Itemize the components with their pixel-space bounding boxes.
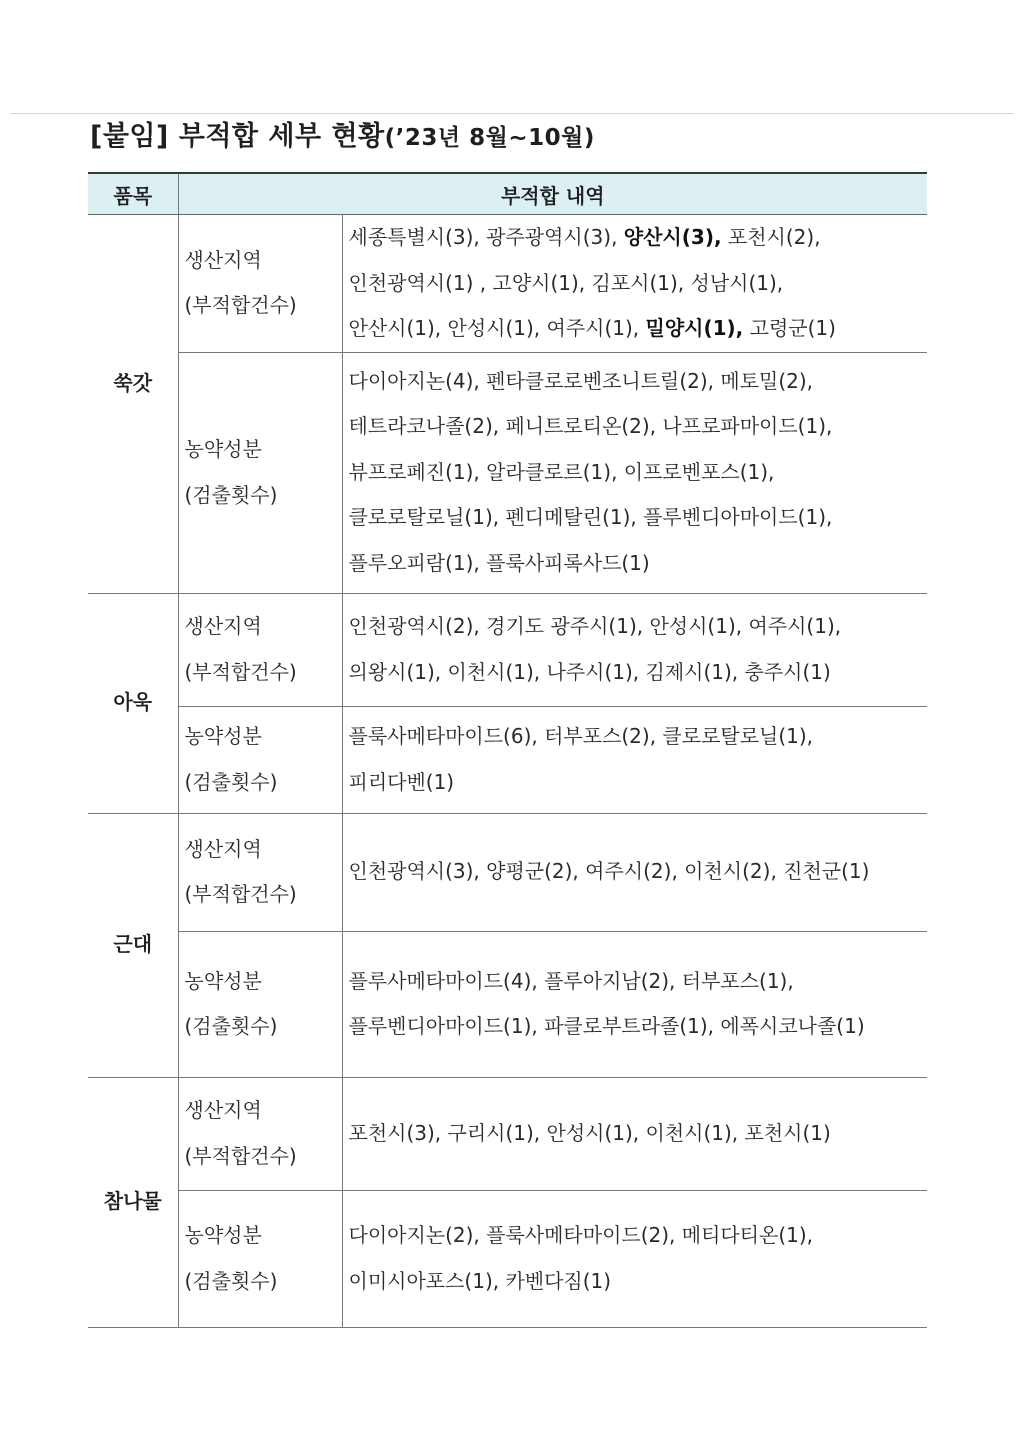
detail-line: 세종특별시(3), 광주광역시(3), 양산시(3), 포천시(2),: [348, 225, 821, 249]
detail-line: 클로로탈로닐(1), 펜디메탈린(1), 플루벤디아마이드(1),: [348, 505, 833, 530]
label-line: 농약성분: [184, 724, 262, 748]
table-row: [88, 813, 927, 931]
pesticide-detail: [342, 931, 927, 1077]
title-main: [붙임] 부적합 세부 현황: [90, 121, 385, 152]
region-label: [178, 215, 342, 353]
table-header-row: [88, 173, 927, 215]
pesticide-label: [178, 352, 342, 593]
table-row: [88, 1190, 927, 1327]
detail-line: 안산시(1), 안성시(1), 여주시(1), 밀양시(1), 고령군(1): [348, 316, 836, 340]
pesticide-label: [178, 706, 342, 813]
region-label: [178, 593, 342, 706]
detail-line: 플룩사메타마이드(6), 터부포스(2), 클로로탈로닐(1),: [348, 724, 814, 748]
table-row: [88, 706, 927, 813]
table-row: [88, 593, 927, 706]
item-cell: 쑥갓: [88, 215, 178, 594]
label-line: 농약성분: [184, 437, 262, 461]
detail-line: 인천광역시(3), 양평군(2), 여주시(2), 이천시(2), 진천군(1): [348, 859, 870, 884]
detail-line: 포천시(3), 구리시(1), 안성시(1), 이천시(1), 포천시(1): [348, 1120, 831, 1145]
region-detail: [342, 593, 927, 706]
detail-line: 뷰프로페진(1), 알라클로르(1), 이프로벤포스(1),: [348, 459, 775, 484]
region-label: [178, 1077, 342, 1190]
detail-line: 플루벤디아마이드(1), 파클로부트라졸(1), 에폭시코나졸(1): [348, 1014, 865, 1038]
label-line: (검출횟수): [184, 482, 278, 507]
pesticide-label: [178, 1190, 342, 1327]
region-detail: [342, 215, 927, 353]
label-line: (검출횟수): [184, 1268, 278, 1293]
detail-line: 플루오피람(1), 플룩사피록사드(1): [348, 550, 650, 575]
header-item: 품목: [88, 173, 178, 215]
table-row: [88, 215, 927, 353]
label-line: (부적합건수): [184, 882, 297, 906]
detail-line: 피리다벤(1): [348, 769, 455, 794]
page-title: [90, 114, 595, 153]
table-row: [88, 931, 927, 1077]
label-line: 농약성분: [184, 968, 262, 993]
item-cell: 아욱: [88, 593, 178, 813]
detail-line: 플루사메타마이드(4), 플루아지남(2), 터부포스(1),: [348, 968, 794, 993]
table-row: [88, 352, 927, 593]
pesticide-label: [178, 931, 342, 1077]
header-details: 부적합 내역: [178, 173, 927, 215]
detail-line: 인천광역시(1) , 고양시(1), 김포시(1), 성남시(1),: [348, 270, 784, 295]
label-line: 생산지역: [184, 836, 262, 861]
noncompliance-table: [88, 172, 927, 1328]
title-period: (’23년 8월~10월): [384, 125, 595, 151]
label-line: (부적합건수): [184, 293, 297, 318]
detail-line: 다이아지논(2), 플룩사메타마이드(2), 메티다티온(1),: [348, 1223, 814, 1247]
pesticide-detail: [342, 706, 927, 813]
label-line: 농약성분: [184, 1223, 262, 1247]
highlight-region: 양산시(3),: [623, 225, 722, 249]
region-label: [178, 813, 342, 931]
region-detail: [342, 1077, 927, 1190]
pesticide-detail: [342, 1190, 927, 1327]
region-detail: [342, 813, 927, 931]
detail-line: 다이아지논(4), 펜타클로로벤조니트릴(2), 메토밀(2),: [348, 368, 814, 393]
item-cell: 참나물: [88, 1077, 178, 1327]
detail-line: 인천광역시(2), 경기도 광주시(1), 안성시(1), 여주시(1),: [348, 614, 842, 638]
label-line: (부적합건수): [184, 1143, 297, 1168]
detail-line: 의왕시(1), 이천시(1), 나주시(1), 김제시(1), 충주시(1): [348, 659, 831, 684]
label-line: (부적합건수): [184, 659, 297, 684]
detail-line: 테트라코나졸(2), 페니트로티온(2), 나프로파마이드(1),: [348, 414, 833, 439]
label-line: 생산지역: [184, 1098, 262, 1122]
item-cell: 근대: [88, 813, 178, 1077]
pesticide-detail: [342, 352, 927, 593]
label-line: 생산지역: [184, 247, 262, 272]
label-line: (검출횟수): [184, 1014, 278, 1038]
label-line: (검출횟수): [184, 769, 278, 794]
table-row: [88, 1077, 927, 1190]
label-line: 생산지역: [184, 614, 262, 638]
detail-line: 이미시아포스(1), 카벤다짐(1): [348, 1268, 612, 1293]
highlight-region: 밀양시(1),: [645, 316, 744, 340]
